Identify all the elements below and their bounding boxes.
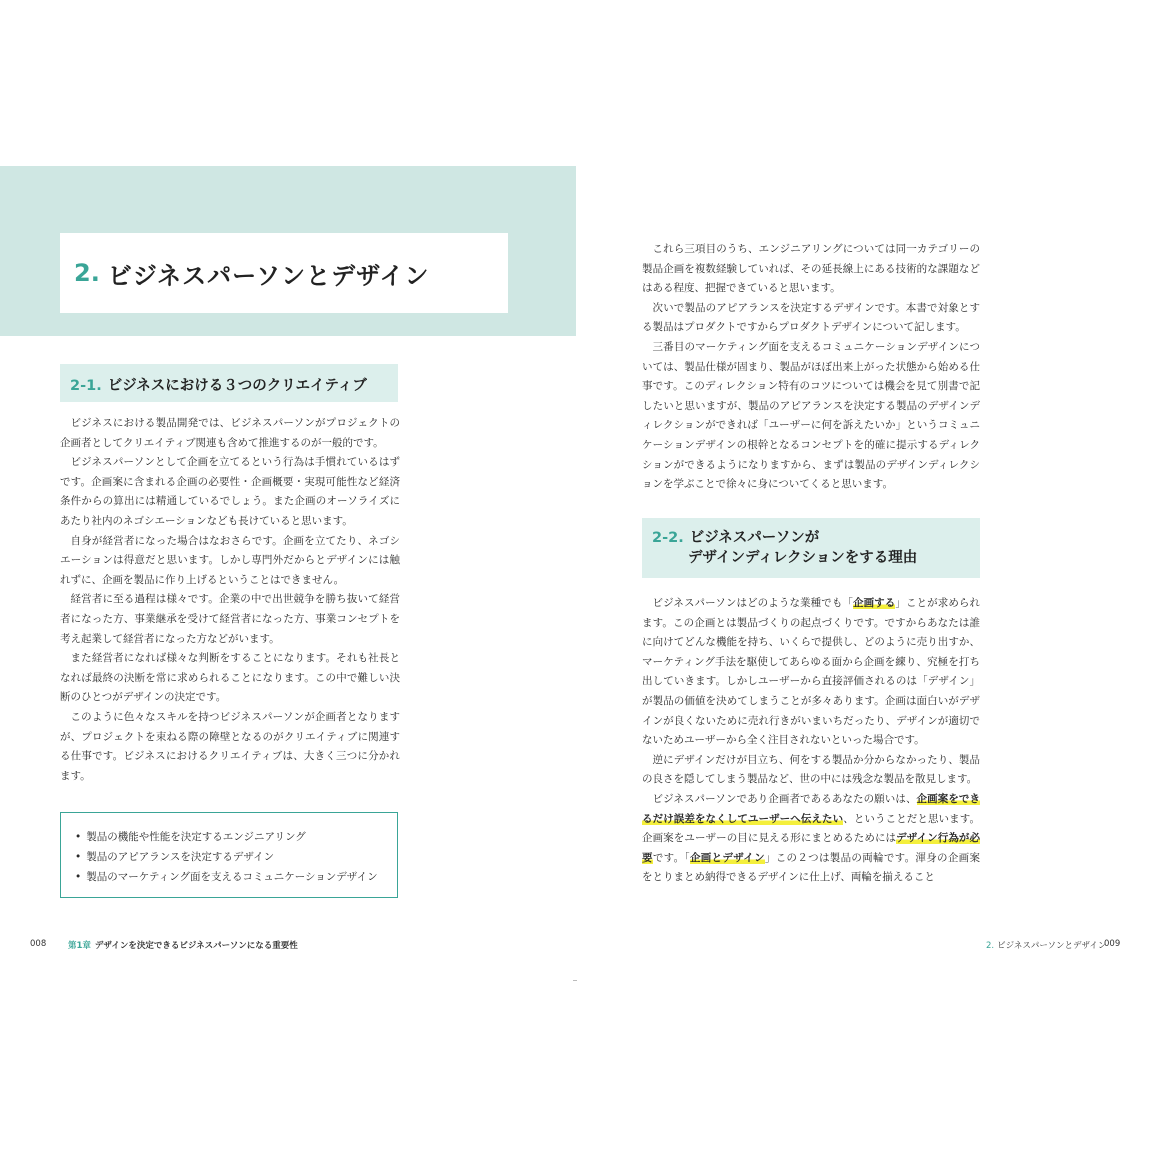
paragraph: ビジネスにおける製品開発では、ビジネスパーソンがプロジェクトの企画者としてクリエイティブ関連も含めて推進するのが一般的です。 — [60, 417, 400, 449]
section-title: ビジネスにおける３つのクリエイティブ — [107, 378, 367, 394]
page-number-left: 008 — [30, 939, 47, 949]
paragraph: これら三項目のうち、エンジニアリングについては同一カテゴリーの製品企画を複数経験していれば、その延長線上にある技術的な課題などはある程度、把握できていると思います。 — [642, 243, 980, 295]
text-run: ビジネスパーソンであり企画者であるあなたの願いは、 — [652, 792, 917, 805]
chapter-title — [60, 233, 508, 313]
running-header-section — [986, 939, 1106, 951]
text-run: 、ということだと思います。企画案をユーザーの目に見える形にまとめるためには — [642, 812, 980, 845]
chapter-running-title: デザインを決定できるビジネスパーソンになる重要性 — [94, 941, 298, 951]
paragraph: 自身が経営者になった場合はなおさらです。企画を立てたり、ネゴシエーションは得意だと思います。しかし専門外だからとデザインには触れずに、企画を製品に作り上げるということはできません。 — [60, 534, 400, 586]
list-item: • 製品のアピアランスを決定するデザイン — [75, 847, 397, 867]
right-bottom-body-text — [642, 594, 980, 888]
text-run: ビジネスパーソンはどのような業種でも「 — [652, 597, 853, 609]
paragraph: 三番目のマーケティング面を支えるコミュニケーションデザインについては、製品仕様が固まり、製品がほぼ出来上がった状態から始める仕事です。このディレクション特有のコツについては機会を見て別書で記したいと思いますが、製品のアピアランスを決定する製品のデザインディレクションができれば「ユーザーに何を訴えたいか」というコミュニケーションデザインの根幹となるコンセプトを的確に提示するディレクションができるようになりますから、まずは製品のデザインディレクションを学ぶことで徐々に身についてくると思います。 — [642, 340, 980, 491]
section-running-title: ビジネスパーソンとデザイン — [997, 941, 1107, 951]
highlighted-text: 企画する — [853, 597, 896, 609]
chapter-title-text: ビジネスパーソンとデザイン — [107, 261, 430, 290]
paragraph: このように色々なスキルを持つビジネスパーソンが企画者となりますが、プロジェクトを束ねる際の障壁となるのがクリエイティブに関連する仕事です。ビジネスにおけるクリエイティブは、大きく三つに分かれます。 — [60, 710, 400, 782]
section-running-number: 2. — [986, 941, 995, 951]
paragraph — [642, 594, 980, 751]
paragraph: 経営者に至る過程は様々です。企業の中で出世競争を勝ち抜いて経営者になった方、事業継承を受けて経営者になった方、事業コンセプトを考え起業して経営者になった方などがいます。 — [60, 593, 400, 645]
creative-list-box — [60, 812, 398, 898]
page-number-right: 009 — [1104, 939, 1121, 949]
list-item: • 製品の機能や性能を決定するエンジニアリング — [75, 827, 397, 847]
paragraph: ビジネスパーソンとして企画を立てるという行為は手慣れているはずです。企画案に含まれる企画の必要性・企画概要・実現可能性など経済条件からの算出には精通しているでしょう。また企画のオーソライズにあたり社内のネゴシエーションなども長けていると思います。 — [60, 456, 400, 527]
section-title-line1: ビジネスパーソンが — [689, 530, 820, 546]
section-heading-2-2 — [642, 518, 980, 578]
section-number: 2-1. — [70, 378, 102, 394]
paragraph: 逆にデザインだけが目立ち、何をする製品か分からなかったり、製品の良さを隠してしまう製品など、世の中には残念な製品を散見します。 — [642, 753, 980, 786]
section-title-line2: デザインディレクションをする理由 — [688, 550, 918, 566]
list-item: • 製品のマーケティング面を支えるコミュニケーションデザイン — [75, 867, 397, 887]
text-run: です。「 — [652, 851, 690, 864]
right-top-body-text — [642, 240, 980, 495]
section-number: 2-2. — [652, 530, 684, 546]
highlighted-text: 企画案をできるだけ誤差をなくしてユーザーへ伝えたい — [642, 792, 981, 825]
text-run: 」ことが求められます。この企画とは製品づくりの起点づくりです。ですからあなたは誰に向けてどんな機能を持ち、いくらで提供し、どのように売り出すか、マーケティング手法を駆使してあらゆる面から企画を練り、究極を打ち出していきます。しかしユーザーから直接評価されるのは「デザイン」が製品の価値を決めてしまうことが多々あります。企画は面白いがデザインが良くないために売れ行きがいまいちだったり、デザインが適切でないためユーザーから全く注目されないといった場合です。 — [642, 597, 981, 747]
paragraph — [642, 790, 980, 888]
running-header-chapter — [68, 939, 298, 951]
paragraph: また経営者になれば様々な判断をすることになります。それも社長となれば最終の決断を常に求められることになります。この中で難しい決断のひとつがデザインの決定です。 — [60, 652, 400, 704]
text-run: 」この２つは製品の両輪です。渾身の企画案をとりまとめ納得できるデザインに仕上げ、両輪を揃えること — [642, 851, 980, 884]
paragraph: 次いで製品のアピアランスを決定するデザインです。本書で対象とする製品はプロダクトですからプロダクトデザインについて記します。 — [642, 301, 980, 334]
gutter-mark — [573, 980, 577, 981]
highlighted-text: 企画とデザイン — [689, 851, 765, 864]
highlighted-text: デザイン行為が必要 — [642, 832, 981, 864]
section-heading-2-1 — [60, 364, 398, 402]
chapter-title-number: 2. — [74, 259, 100, 287]
left-body-text — [60, 414, 400, 786]
chapter-number: 第1章 — [68, 941, 91, 951]
